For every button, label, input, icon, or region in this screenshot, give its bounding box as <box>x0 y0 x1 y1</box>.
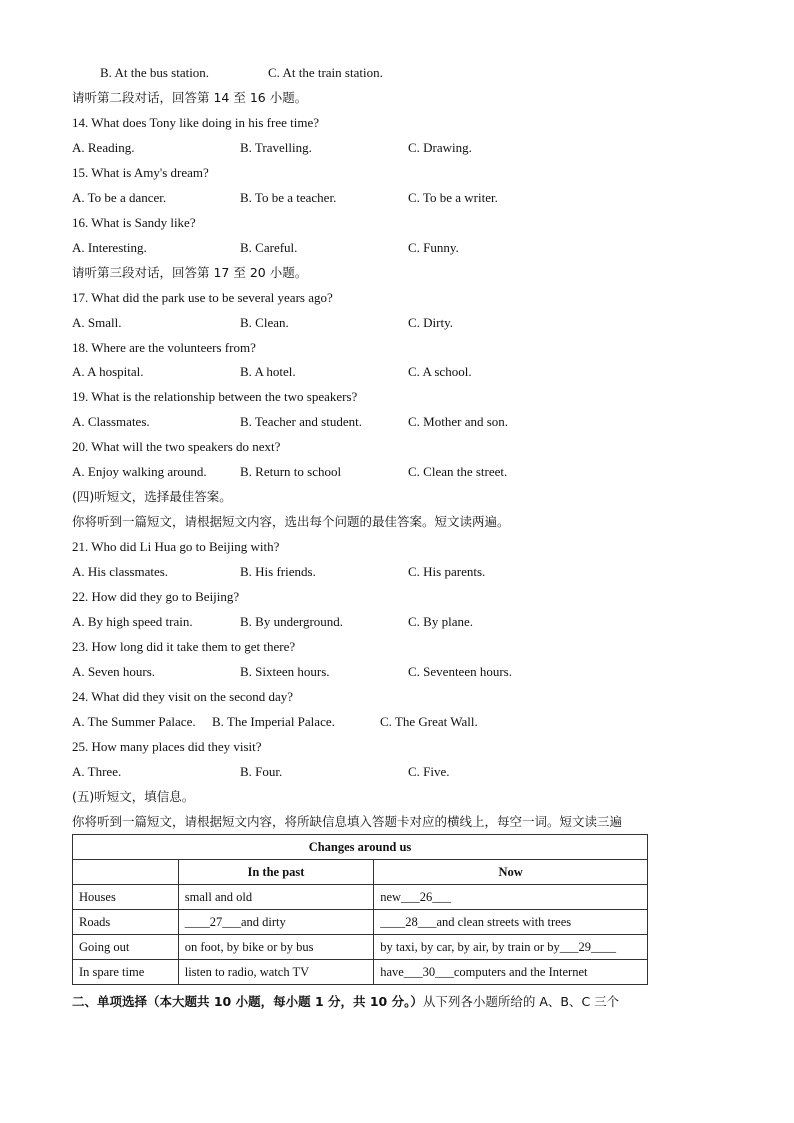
now-cell <box>374 885 648 910</box>
past-cell: small and old <box>178 885 373 910</box>
q16-option-c: C. Funny. <box>408 240 459 255</box>
q20-question: 20. What will the two speakers do next? <box>72 439 281 454</box>
q17-question: 17. What did the park use to be several years ago? <box>72 290 333 305</box>
q21-question: 21. Who did Li Hua go to Beijing with? <box>72 539 280 554</box>
q23-option-a: A. Seven hours. <box>72 664 156 679</box>
q15-option-a: A. To be a dancer. <box>72 190 167 205</box>
q25-option-a: A. Three. <box>72 764 122 779</box>
header-empty <box>73 860 179 885</box>
answer-blank-28[interactable]: ____28___ <box>380 914 437 929</box>
q15-question: 15. What is Amy's dream? <box>72 165 209 180</box>
q20-option-c: C. Clean the street. <box>408 464 508 479</box>
q21-option-a: A. His classmates. <box>72 564 169 579</box>
row-label: Houses <box>73 885 179 910</box>
q16-question: 16. What is Sandy like? <box>72 215 196 230</box>
q23-option-c: C. Seventeen hours. <box>408 664 512 679</box>
q23-question: 23. How long did it take them to get there? <box>72 639 296 654</box>
answer-blank-30[interactable]: ___30___ <box>403 964 454 979</box>
q13-option-b: B. At the bus station. <box>100 65 210 80</box>
section2-instruction: 请听第二段对话，回答第 14 至 16 小题。 <box>72 90 308 105</box>
row-label: Going out <box>73 935 179 960</box>
q19-option-a: A. Classmates. <box>72 414 150 429</box>
now-text: have <box>380 964 404 979</box>
past-cell: on foot, by bike or by bus <box>178 935 373 960</box>
table-caption: Changes around us <box>73 835 648 860</box>
q21-option-c: C. His parents. <box>408 564 486 579</box>
part5-title: (五)听短文，填信息。 <box>72 789 195 804</box>
q15-option-b: B. To be a teacher. <box>240 190 337 205</box>
table-row <box>73 885 648 910</box>
now-cell <box>374 910 648 935</box>
header-now: Now <box>374 860 648 885</box>
now-text-after: computers and the Internet <box>453 964 588 979</box>
part4-title: (四)听短文，选择最佳答案。 <box>72 489 232 504</box>
now-cell <box>374 960 648 985</box>
table-caption-row <box>73 835 648 860</box>
past-cell <box>178 910 373 935</box>
part4-instruction: 你将听到一篇短文，请根据短文内容，选出每个问题的最佳答案。短文读两遍。 <box>72 514 510 529</box>
q20-option-a: A. Enjoy walking around. <box>72 464 207 479</box>
q18-question: 18. Where are the volunteers from? <box>72 340 256 355</box>
q25-option-c: C. Five. <box>408 764 450 779</box>
q19-question: 19. What is the relationship between the two speakers? <box>72 389 358 404</box>
q19-option-c: C. Mother and son. <box>408 414 509 429</box>
past-text-after: and dirty <box>240 914 286 929</box>
q25-option-b: B. Four. <box>240 764 283 779</box>
q24-question: 24. What did they visit on the second day? <box>72 689 294 704</box>
q23-option-b: B. Sixteen hours. <box>240 664 330 679</box>
q14-question: 14. What does Tony like doing in his free time? <box>72 115 320 130</box>
q24-option-b: B. The Imperial Palace. <box>212 714 335 729</box>
now-text: by taxi, by car, by air, by train or by <box>380 939 560 954</box>
q22-option-b: B. By underground. <box>240 614 344 629</box>
table-row <box>73 910 648 935</box>
table-header-row <box>73 860 648 885</box>
answer-blank-29[interactable]: ___29____ <box>559 939 616 954</box>
q18-option-a: A. A hospital. <box>72 364 144 379</box>
section-ii-title: 二、单项选择（本大题共 10 小题，每小题 1 分，共 10 分。） <box>72 994 423 1009</box>
q13-option-c: C. At the train station. <box>268 65 383 80</box>
q20-option-b: B. Return to school <box>240 464 342 479</box>
q24-option-a: A. The Summer Palace. <box>72 714 196 729</box>
now-text: new <box>380 889 402 904</box>
answer-blank-26[interactable]: ___26___ <box>401 889 452 904</box>
q25-question: 25. How many places did they visit? <box>72 739 262 754</box>
q18-option-c: C. A school. <box>408 364 472 379</box>
q17-option-a: A. Small. <box>72 315 122 330</box>
past-cell: listen to radio, watch TV <box>178 960 373 985</box>
now-cell <box>374 935 648 960</box>
q15-option-c: C. To be a writer. <box>408 190 498 205</box>
header-past: In the past <box>178 860 373 885</box>
q17-option-c: C. Dirty. <box>408 315 454 330</box>
q18-option-b: B. A hotel. <box>240 364 296 379</box>
q14-option-b: B. Travelling. <box>240 140 312 155</box>
q22-option-c: C. By plane. <box>408 614 473 629</box>
q24-option-c: C. The Great Wall. <box>380 714 478 729</box>
table-row <box>73 960 648 985</box>
q19-option-b: B. Teacher and student. <box>240 414 362 429</box>
q16-option-a: A. Interesting. <box>72 240 147 255</box>
q21-option-b: B. His friends. <box>240 564 316 579</box>
section-ii-instruction: 从下列各小题所给的 A、B、C 三个 <box>422 994 620 1009</box>
row-label: Roads <box>73 910 179 935</box>
q16-option-b: B. Careful. <box>240 240 298 255</box>
table-row <box>73 935 648 960</box>
section-ii-heading <box>72 993 619 1011</box>
q17-option-b: B. Clean. <box>240 315 289 330</box>
now-text-after: and clean streets with trees <box>436 914 572 929</box>
q22-option-a: A. By high speed train. <box>72 614 193 629</box>
part5-instruction: 你将听到一篇短文，请根据短文内容，将所缺信息填入答题卡对应的横线上，每空一词。短文读三遍 <box>72 814 623 829</box>
q14-option-a: A. Reading. <box>72 140 135 155</box>
section3-instruction: 请听第三段对话，回答第 17 至 20 小题。 <box>72 265 308 280</box>
row-label: In spare time <box>73 960 179 985</box>
q14-option-c: C. Drawing. <box>408 140 472 155</box>
changes-table <box>72 834 648 985</box>
answer-blank-27[interactable]: ____27___ <box>184 914 241 929</box>
q22-question: 22. How did they go to Beijing? <box>72 589 240 604</box>
